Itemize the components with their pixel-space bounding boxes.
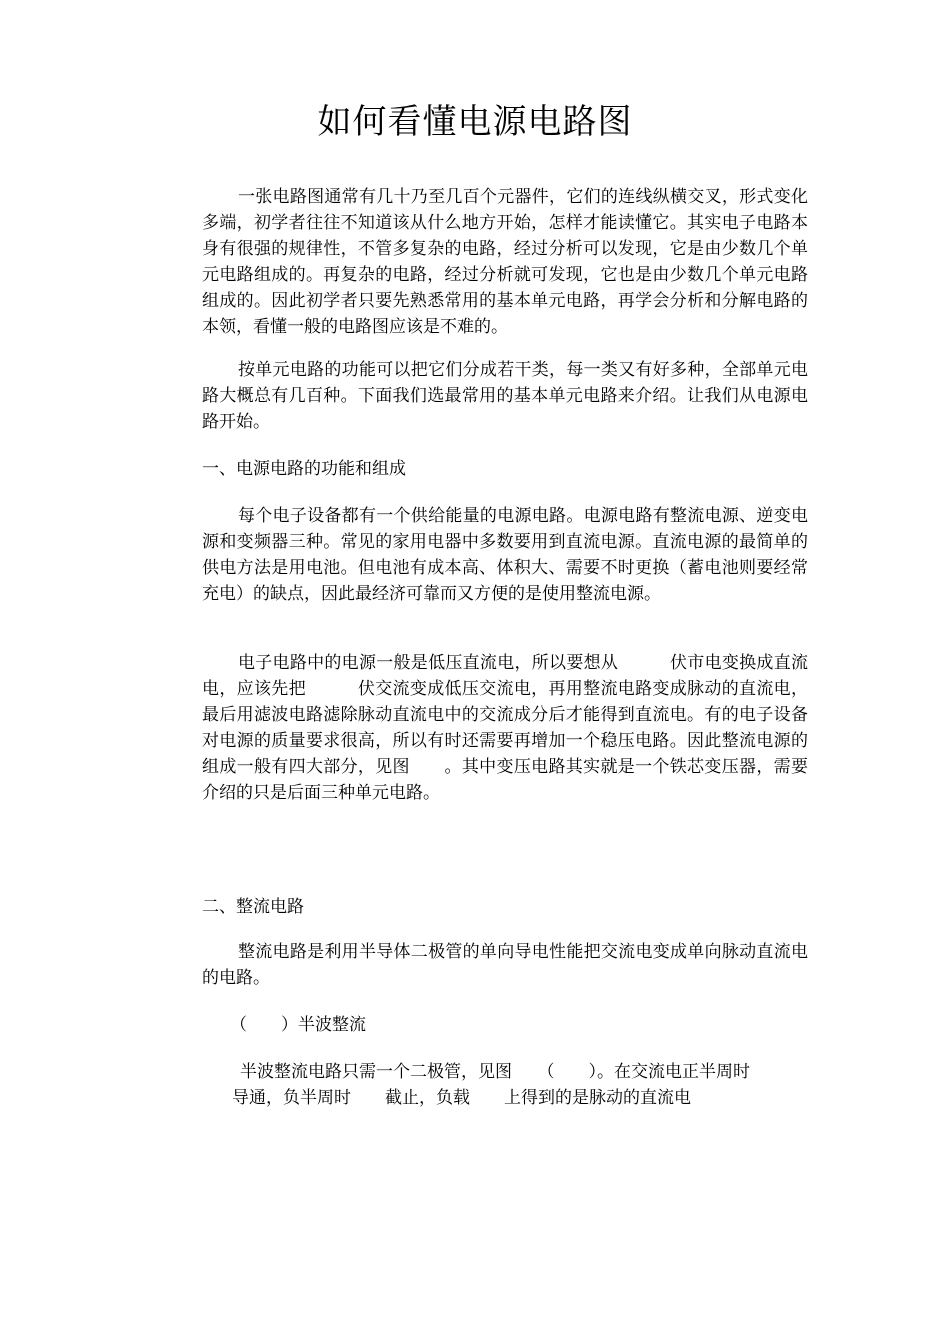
intro-paragraph-1: 一张电路图通常有几十乃至几百个元器件，它们的连线纵横交叉，形式变化多端，初学者往往不知道该从什么地方开始，怎样才能读懂它。其实电子电路本身有很强的规律性，不管多复杂的电路，经过分析可以发现，它是由少数几个单元电路组成的。再复杂的电路，经过分析就可发现，它也是由少数几个单元电路组成的。因此初学者只要先熟悉常用的基本单元电路，再学会分析和分解电路的本领，看懂一般的电路图应该是不难的。 [202, 187, 808, 337]
half-wave-line-1: 半波整流电路只需一个二极管，见图 （ ）。在交流电正半周时 [240, 1062, 750, 1082]
section-1-paragraph-2: 电子电路中的电源一般是低压直流电，所以要想从 伏市电变换成直流电，应该先把 伏交流变成低压交流电，再用整流电路变成脉动的直流电，最后用滤波电路滤除脉动直流电中的交流成分后才能得到直流电。有的电子设备对电源的质量要求很高，所以有时还需要再增加一个稳压电路。因此整流电源的组成一般有四大部分，见图 。其中变压电路其实就是一个铁芯变压器，需要介绍的只是后面三种单元电路。 [202, 653, 808, 803]
section-2-paragraph-1: 整流电路是利用半导体二极管的单向导电性能把交流电变成单向脉动直流电的电路。 [202, 942, 808, 988]
section-1-paragraph-1: 每个电子设备都有一个供给能量的电源电路。电源电路有整流电源、逆变电源和变频器三种。常见的家用电器中多数要用到直流电源。直流电源的最简单的供电方法是用电池。但电池有成本高、体积大、需要不时更换（蓄电池则要经常充电）的缺点，因此最经济可靠而又方便的是使用整流电源。 [202, 506, 808, 604]
section-1-heading: 一、电源电路的功能和组成 [202, 459, 406, 479]
section-2-heading: 二、整流电路 [202, 897, 304, 917]
document-title: 如何看懂电源电路图 [317, 102, 633, 142]
intro-paragraph-2: 按单元电路的功能可以把它们分成若干类，每一类又有好多种，全部单元电路大概总有几百种。下面我们选最常用的基本单元电路来介绍。让我们从电源电路开始。 [202, 360, 808, 432]
half-wave-line-2: 导通，负半周时 截止，负载 上得到的是脉动的直流电 [232, 1088, 691, 1108]
section-2-sub-heading: （ ）半波整流 [230, 1015, 366, 1035]
